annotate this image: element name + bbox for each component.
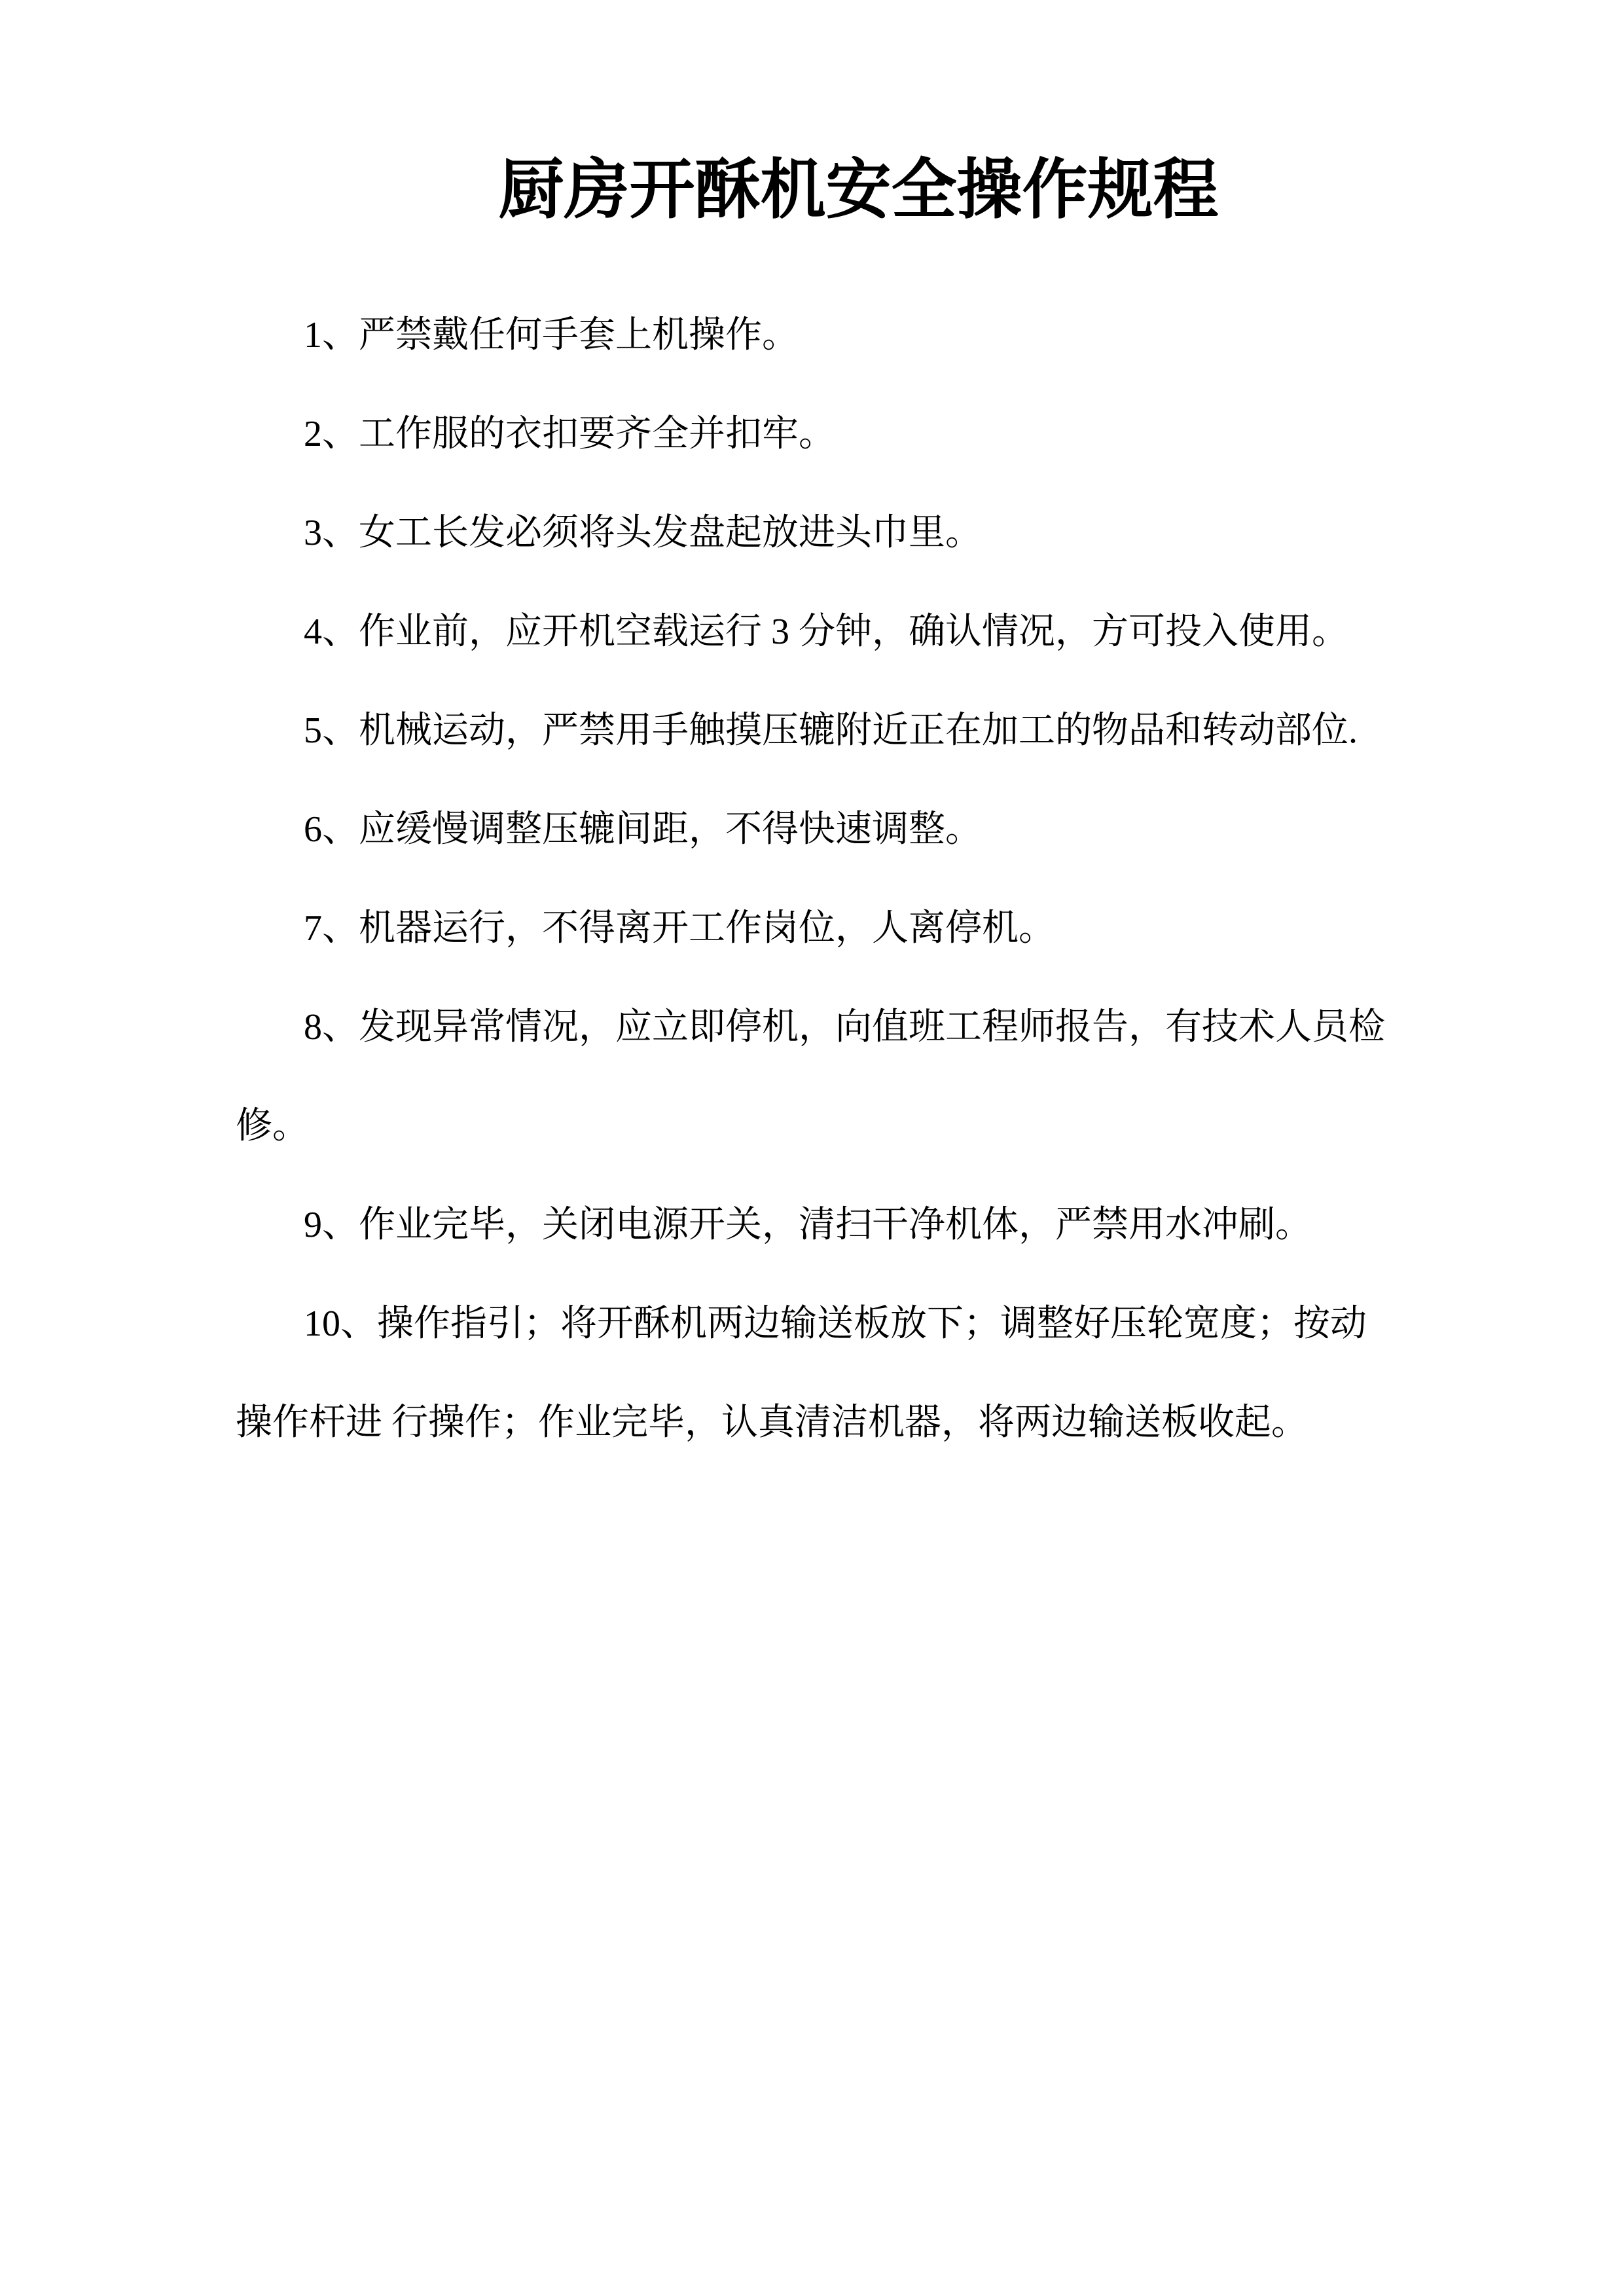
doc-line-rule-9: 9、作业完毕，关闭电源开关，清扫干净机体，严禁用水冲刷。 [304, 1205, 1312, 1245]
doc-line-rule-6: 6、应缓慢调整压辘间距，不得快速调整。 [304, 809, 982, 850]
doc-line-rule-1: 1、严禁戴任何手套上机操作。 [304, 315, 799, 355]
doc-line-rule-5: 5、机械运动，严禁用手触摸压辘附近正在加工的物品和转动部位. [304, 710, 1358, 751]
doc-line-rule-2: 2、工作服的衣扣要齐全并扣牢。 [304, 414, 835, 454]
doc-line-rule-10: 10、操作指引；将开酥机两边输送板放下；调整好压轮宽度；按动 [304, 1303, 1367, 1344]
document-body [236, 286, 1395, 1472]
document-title: 厨房开酥机安全操作规程 [498, 154, 1219, 227]
doc-line-rule-8: 8、发现异常情况，应立即停机，向值班工程师报告，有技术人员检 [304, 1007, 1385, 1048]
doc-line-rule-10-continuation: 操作杆进 行操作；作业完毕，认真清洁机器，将两边输送板收起。 [236, 1402, 1308, 1443]
doc-line-rule-8-continuation: 修。 [236, 1106, 309, 1146]
doc-line-rule-3: 3、女工长发必须将头发盘起放进头巾里。 [304, 513, 982, 553]
doc-line-rule-4: 4、作业前，应开机空载运行 3 分钟，确认情况，方可投入使用。 [304, 611, 1348, 652]
doc-line-rule-7: 7、机器运行，不得离开工作岗位，人离停机。 [304, 908, 1055, 949]
